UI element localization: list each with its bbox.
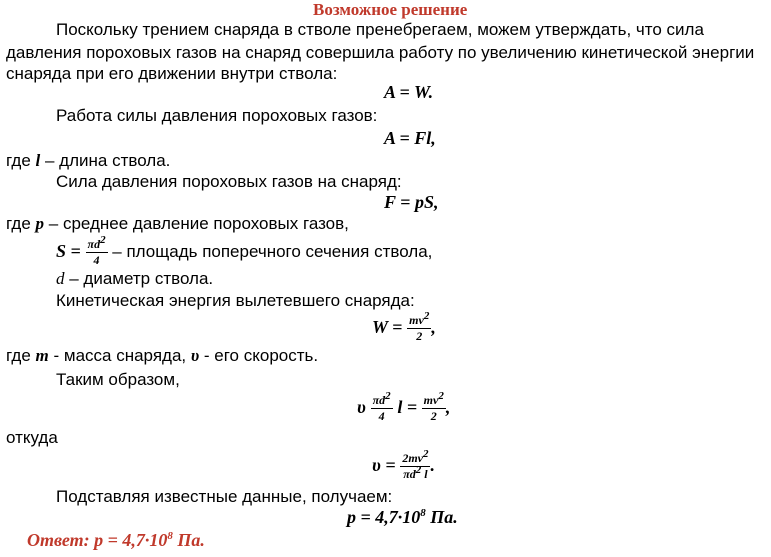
eq-right-fraction	[422, 390, 446, 424]
eq-left-denominator: 4	[378, 409, 385, 424]
vel-lhs: υ =	[372, 455, 396, 475]
area-description: – площадь поперечного сечения ствола,	[107, 242, 433, 261]
formula-equation	[357, 387, 450, 428]
where-prefix: где	[6, 214, 36, 233]
where-mass-line	[6, 346, 318, 366]
mass-description: - масса снаряда,	[48, 346, 191, 365]
vel-fraction	[400, 448, 430, 482]
mass-symbol: m	[35, 346, 49, 365]
paragraph-line-3: снаряда при его движении внутри ствола:	[6, 64, 338, 83]
length-symbol: l	[35, 151, 41, 170]
eq-tail: ,	[445, 397, 451, 417]
vel-denominator-length: l	[421, 467, 428, 482]
formula-kinetic-energy	[372, 310, 436, 345]
where-prefix: где	[6, 346, 36, 365]
eq-left-fraction	[371, 390, 393, 424]
where-prefix: где	[6, 151, 36, 170]
area-line	[56, 236, 432, 267]
velocity-symbol: υ	[190, 346, 200, 365]
answer-value: p = 4,7·10	[89, 530, 168, 550]
vel-numerator: 2mv	[402, 451, 423, 466]
substitute-text: Подставляя известные данные, получаем:	[56, 487, 393, 506]
kinetic-text: Кинетическая энергия вылетевшего снаряда:	[56, 291, 415, 310]
area-numerator: πd	[87, 237, 101, 252]
area-denominator: 4	[93, 253, 100, 268]
thus-text: Таким образом,	[56, 370, 180, 389]
result-unit: Па.	[425, 507, 458, 527]
formula-a-equals-w: A = W.	[384, 82, 434, 102]
vel-denominator-exponent: 2	[415, 464, 422, 477]
eq-left-numerator: πd	[372, 393, 386, 408]
area-fraction	[86, 234, 108, 268]
eq-length: l	[397, 397, 403, 417]
eq-right-numerator: mv	[423, 393, 439, 408]
length-description: – длина ствола.	[40, 151, 171, 170]
force-text: Сила давления пороховых газов на снаряд:	[56, 172, 402, 191]
page-title: Возможное решение	[313, 0, 468, 19]
where-length-line	[6, 151, 170, 171]
answer-label: Ответ:	[27, 530, 90, 550]
formula-result	[347, 507, 458, 527]
area-numerator-exponent: 2	[100, 234, 106, 247]
kinetic-numerator-exponent: 2	[423, 310, 430, 323]
eq-equals: =	[402, 397, 422, 417]
answer-unit: Па.	[172, 530, 205, 550]
kinetic-denominator: 2	[416, 329, 423, 344]
kinetic-fraction	[407, 310, 431, 344]
eq-right-denominator: 2	[430, 409, 437, 424]
answer-exponent: 8	[167, 530, 173, 542]
whence-text: откуда	[6, 428, 58, 447]
kinetic-numerator: mv	[409, 313, 424, 328]
formula-f-equals-ps: F = pS,	[384, 192, 439, 212]
kinetic-lhs: W =	[372, 317, 403, 337]
kinetic-tail: ,	[431, 317, 436, 337]
answer-line	[27, 530, 205, 550]
velocity-description: - его скорость.	[199, 346, 319, 365]
paragraph-line-1: Поскольку трением снаряда в стволе пренебрегаем, можем утверждать, что сила	[56, 20, 704, 39]
where-pressure-line	[6, 214, 349, 234]
eq-velocity: υ	[357, 397, 366, 417]
work-text: Работа силы давления пороховых газов:	[56, 106, 378, 125]
formula-a-equals-fl: A = Fl,	[384, 128, 436, 148]
vel-denominator: πd	[403, 467, 416, 482]
area-lhs: S =	[56, 241, 81, 261]
vel-numerator-exponent: 2	[422, 448, 429, 461]
diameter-description: – диаметр ствола.	[64, 269, 214, 288]
diameter-line	[56, 269, 213, 289]
formula-velocity	[372, 445, 435, 486]
pressure-description: – среднее давление пороховых газов,	[44, 214, 349, 233]
eq-right-exponent: 2	[438, 390, 444, 403]
pressure-symbol: p	[35, 214, 45, 233]
result-exponent: 8	[420, 507, 426, 519]
result-value: p = 4,7·10	[347, 507, 421, 527]
vel-tail: .	[430, 455, 435, 475]
eq-left-exponent: 2	[385, 390, 391, 403]
diameter-symbol: d	[56, 269, 65, 288]
paragraph-line-2: давления пороховых газов на снаряд совершила работу по увеличению кинетической энергии	[6, 43, 755, 62]
